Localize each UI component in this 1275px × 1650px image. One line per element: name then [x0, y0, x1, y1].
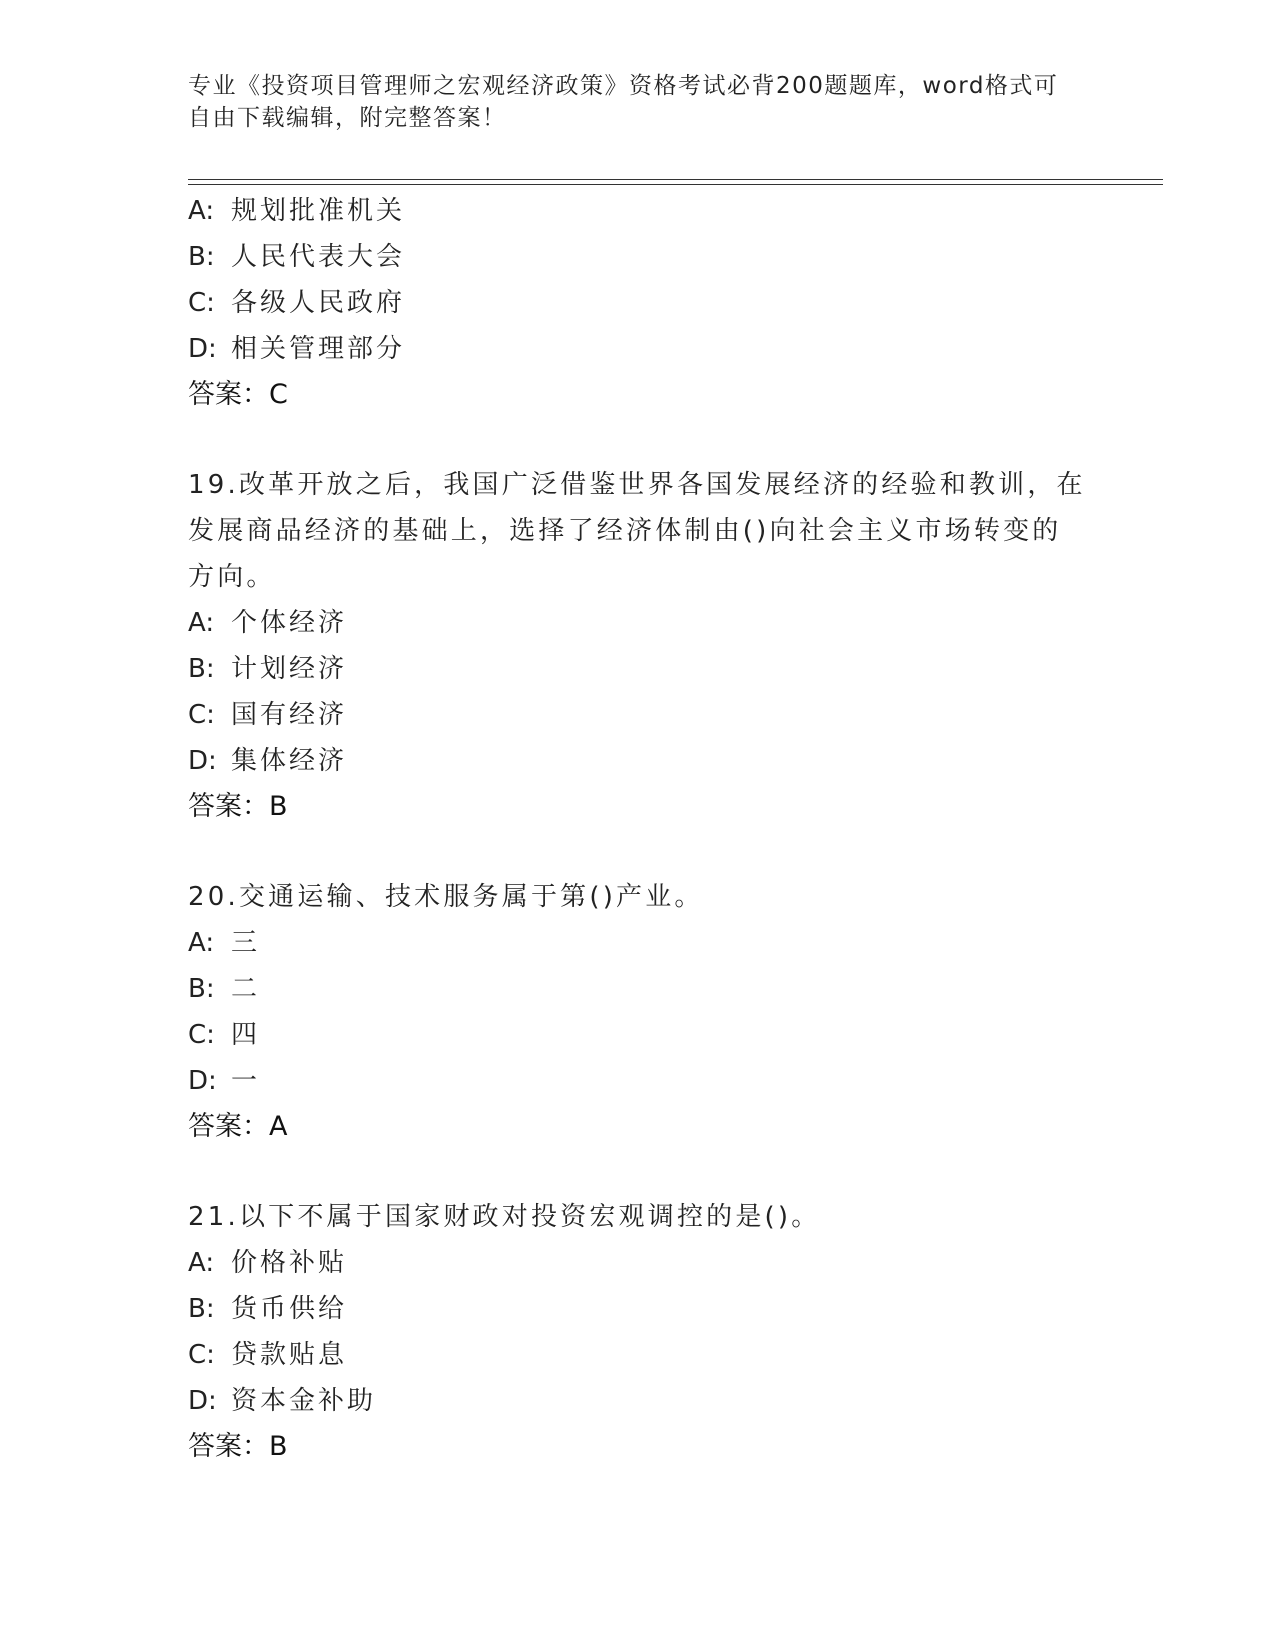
option-c [188, 692, 1088, 738]
answer-line: 答案：A [188, 1111, 288, 1142]
option-text: 相关管理部分 [231, 334, 406, 364]
option-a [188, 600, 1088, 646]
header-rule-bottom [188, 184, 1163, 185]
header-title-line-2: 自由下载编辑，附完整答案！ [188, 105, 507, 131]
option-text: 一 [231, 1066, 261, 1096]
option-text: 价格补贴 [231, 1248, 348, 1278]
question-stem-line: 20.交通运输、技术服务属于第()产业。 [188, 882, 704, 912]
question-stem-line: 21.以下不属于国家财政对投资宏观调控的是()。 [188, 1202, 821, 1232]
answer-line: 答案：C [188, 379, 288, 410]
answer-line: 答案：B [188, 791, 288, 822]
option-text: 国有经济 [231, 700, 348, 730]
option-letter: C: [188, 1340, 215, 1370]
option-letter: A: [188, 1248, 215, 1278]
option-text: 人民代表大会 [231, 242, 406, 272]
option-d [188, 326, 1088, 372]
question-stem [188, 874, 1088, 920]
option-letter: C: [188, 288, 215, 318]
option-letter: B: [188, 1294, 215, 1324]
option-d [188, 1058, 1088, 1104]
option-b [188, 1286, 1088, 1332]
option-letter: C: [188, 1020, 215, 1050]
header-title-line-1: 专业《投资项目管理师之宏观经济政策》资格考试必背200题题库，word格式可 [188, 73, 1059, 99]
header-rule-top [188, 179, 1163, 180]
option-letter: D: [188, 1066, 217, 1096]
option-a [188, 188, 1088, 234]
question-stem-line: 发展商品经济的基础上，选择了经济体制由()向社会主义市场转变的 [188, 516, 1062, 546]
option-b [188, 646, 1088, 692]
carryover-question [188, 188, 1088, 418]
option-letter: B: [188, 974, 215, 1004]
option-text: 各级人民政府 [231, 288, 406, 318]
option-text: 集体经济 [231, 746, 348, 776]
document-body [188, 188, 1088, 1470]
option-letter: B: [188, 654, 215, 684]
option-letter: B: [188, 242, 215, 272]
option-text: 三 [231, 928, 261, 958]
option-letter: D: [188, 746, 217, 776]
question-stem [188, 462, 1088, 600]
option-letter: A: [188, 196, 215, 226]
option-d [188, 738, 1088, 784]
option-c [188, 280, 1088, 326]
option-d [188, 1378, 1088, 1424]
option-text: 贷款贴息 [231, 1340, 348, 1370]
question-stem [188, 1194, 1088, 1240]
question-19 [188, 462, 1088, 830]
option-b [188, 234, 1088, 280]
option-text: 个体经济 [231, 608, 348, 638]
option-c [188, 1012, 1088, 1058]
option-b [188, 966, 1088, 1012]
option-text: 货币供给 [231, 1294, 348, 1324]
document-header [188, 70, 1068, 134]
option-a [188, 920, 1088, 966]
option-text: 规划批准机关 [231, 196, 406, 226]
option-c [188, 1332, 1088, 1378]
question-21 [188, 1194, 1088, 1470]
question-stem-line: 方向。 [188, 562, 276, 592]
answer-line: 答案：B [188, 1431, 288, 1462]
option-text: 二 [231, 974, 261, 1004]
option-text: 四 [231, 1020, 261, 1050]
option-a [188, 1240, 1088, 1286]
question-20 [188, 874, 1088, 1150]
option-text: 计划经济 [231, 654, 348, 684]
option-letter: A: [188, 608, 215, 638]
option-text: 资本金补助 [231, 1386, 377, 1416]
option-letter: D: [188, 1386, 217, 1416]
option-letter: A: [188, 928, 215, 958]
option-letter: C: [188, 700, 215, 730]
option-letter: D: [188, 334, 217, 364]
question-stem-line: 19.改革开放之后，我国广泛借鉴世界各国发展经济的经验和教训，在 [188, 470, 1086, 500]
